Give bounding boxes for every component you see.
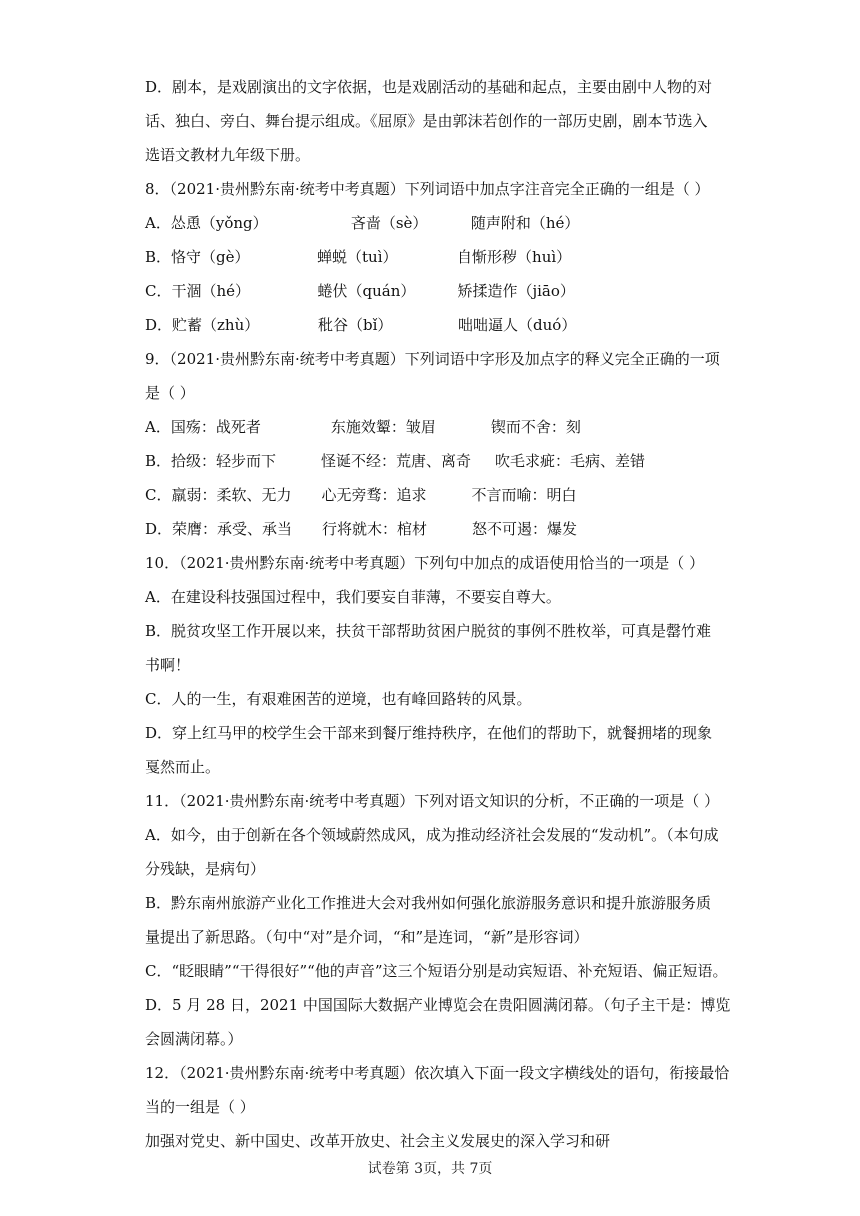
question-11-option-d-line2: 会圆满闭幕。） [145,1030,243,1048]
option-word-3: 随声附和（hé） [470,214,580,232]
option-word-2: 吝啬（sè） [350,214,428,232]
question-10-option-c: C．人的一生，有艰难困苦的逆境，也有峰回路转的风景。 [145,690,532,708]
option-word-3: 锲而不舍：刻 [490,418,581,436]
question-8-option-d [145,308,725,342]
option-word-1: 国殇：战死者 [170,418,261,436]
question-12-stem-line2: 当的一组是（ ） [145,1098,255,1116]
question-9-option-b [145,444,725,478]
question-10-option-d-line1: D．穿上红马甲的校学生会干部来到餐厅维持秩序，在他们的帮助下，就餐拥堵的现象 [145,724,713,742]
option-word-1: 荣膺：承受、承当 [172,520,293,538]
option-word-3: 咄咄逼人（duó） [458,316,577,334]
option-label: C． [145,282,172,300]
question-9-stem-line2: 是（ ） [145,384,195,402]
option-label: B． [145,452,172,470]
question-11-option-c: C．“眨眼睛”“干得很好”“他的声音”这三个短语分别是动宾短语、补充短语、偏正短语。 [145,962,728,980]
question-11-stem: 11．（2021·贵州黔东南·统考中考真题）下列对语文知识的分析，不正确的一项是（ ） [145,792,720,810]
page-content [145,70,731,1158]
question-10-option-a: A．在建设科技强国过程中，我们要妄自菲薄，不要妄自尊大。 [145,588,561,606]
option-word-1: 羸弱：柔软、无力 [171,486,292,504]
q7-option-d-line1: D．剧本，是戏剧演出的文字依据，也是戏剧活动的基础和起点，主要由剧中人物的对 [145,78,713,96]
option-word-1: 恪守（gè） [171,248,250,266]
option-word-2: 蜷伏（quán） [317,282,416,300]
option-word-3: 不言而喻：明白 [471,486,577,504]
option-label: D． [145,316,173,334]
option-word-3: 自惭形秽（huì） [457,248,572,266]
option-word-1: 拾级：轻步而下 [171,452,277,470]
option-word-2: 蝉蜕（tuì） [317,248,398,266]
question-10-stem: 10．（2021·贵州黔东南·统考中考真题）下列句中加点的成语使用恰当的一项是（ ） [145,554,705,572]
question-11-option-b-line1: B．黔东南州旅游产业化工作推进大会对我州如何强化旅游服务意识和提升旅游服务质 [145,894,712,912]
option-word-2: 心无旁骛：追求 [321,486,427,504]
option-word-1: 贮蓄（zhù） [172,316,260,334]
question-9-option-c [145,478,725,512]
option-word-1: 怂恿（yǒng） [170,214,268,232]
question-11-option-b-line2: 量提出了新思路。（句中“对”是介词，“和”是连词，“新”是形容词） [145,928,589,946]
q7-option-d-line3: 选语文教材九年级下册。 [145,146,311,164]
question-10-option-b-line2: 书啊！ [145,656,191,674]
option-label: C． [145,486,172,504]
option-label: B． [145,248,172,266]
option-word-1: 干涸（hé） [171,282,251,300]
question-12-stem-line1: 12．（2021·贵州黔东南·统考中考真题）依次填入下面一段文字横线处的语句，衔接最恰 [145,1064,730,1082]
option-label: A． [145,418,171,436]
option-label: D． [145,520,173,538]
question-10-option-b-line1: B．脱贫攻坚工作开展以来，扶贫干部帮助贫困户脱贫的事例不胜枚举，可真是罄竹难 [145,622,712,640]
q7-option-d-line2: 话、独白、旁白、舞台提示组成。《屈原》是由郭沫若创作的一部历史剧，剧本节选入 [145,112,708,130]
question-9-stem-line1: 9．（2021·贵州黔东南·统考中考真题）下列词语中字形及加点字的释义完全正确的一项 [145,350,720,368]
question-8-stem: 8．（2021·贵州黔东南·统考中考真题）下列词语中加点字注音完全正确的一组是（ ） [145,180,710,198]
option-word-2: 东施效颦：皱眉 [330,418,436,436]
option-word-3: 吹毛求疵：毛病、差错 [495,452,646,470]
question-8-option-c [145,274,725,308]
question-8-option-b [145,240,725,274]
question-12-passage: 加强对党史、新中国史、改革开放史、社会主义发展史的深入学习和研 [145,1132,611,1150]
question-11-option-a-line1: A．如今，由于创新在各个领域蔚然成风，成为推动经济社会发展的“发动机”。（本句成 [145,826,719,844]
option-label: A． [145,214,171,232]
question-10-option-d-line2: 戛然而止。 [145,758,221,776]
question-8-option-a [145,206,725,240]
option-word-3: 矫揉造作（jiāo） [457,282,575,300]
question-9-option-d [145,512,725,546]
question-11-option-a-line2: 分残缺，是病句） [145,860,266,878]
page-footer: 试卷第 3页，共 7页 [367,1161,493,1177]
option-word-2: 怪诞不经：荒唐、离奇 [321,452,472,470]
option-word-2: 行将就木：棺材 [322,520,428,538]
option-word-2: 秕谷（bǐ） [318,316,393,334]
question-9-option-a [145,410,725,444]
question-11-option-d-line1: D．5 月 28 日，2021 中国国际大数据产业博览会在贵阳圆满闭幕。（句子主干是：博览 [145,996,731,1014]
option-word-3: 怒不可遏：爆发 [472,520,578,538]
